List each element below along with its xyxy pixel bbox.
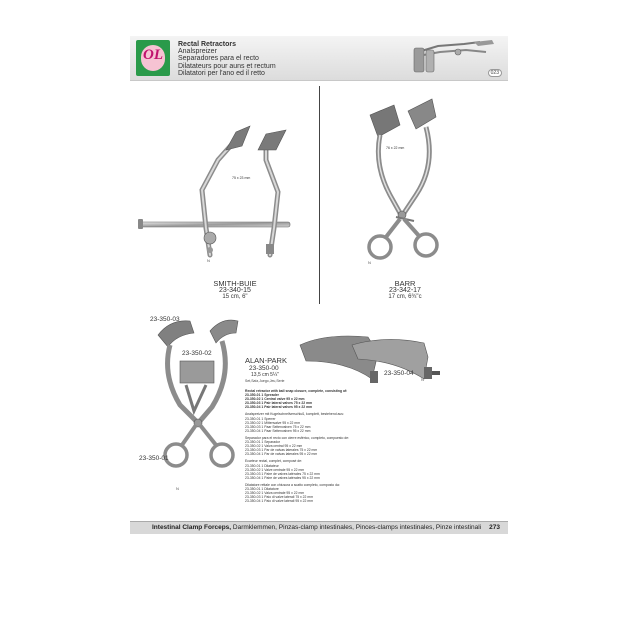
page-header [130,36,508,81]
alan-park-code: 23-350-00 [249,365,279,372]
alan-park-description [245,389,363,506]
smith-buie-retractor-image [138,120,308,270]
part-label-23-350-01: 23-350-01 [139,455,169,462]
smith-buie-code: 23-340-15 [219,287,251,294]
alan-park-name: ALAN-PARK [245,356,287,365]
alan-park-heading [245,356,355,383]
alan-park-retractor-image [150,315,245,490]
barr-size: 17 cm, 6¾"c [388,294,422,300]
barr-name: BARR [394,279,416,288]
barr-dimension: 76 x 22 mm [386,146,405,150]
alan-park-valves-mark: N [421,377,424,382]
barr-mark: N [368,260,371,265]
footer-category-text [152,524,481,531]
category-title-es: Separadores para el recto [178,55,259,63]
smith-buie-mark: N [207,258,210,263]
header-retractor-thumbnail [408,38,498,78]
description-block-it: Dilatatore rettale con chiusura a scatto completo, composto da: 23-350-01 1 Dilatatore 23-350-02 1 Valva centrale 95 x 22 mm 23-350-03 1 Paio di valve laterali 75 x 22 mm 23-350-04 1 Paio di valve laterali 95 x 22 mm [245,482,340,504]
section-page-ref: 023 [488,69,502,77]
category-title-it: Dilatatori per l'ano ed il retto [178,69,265,77]
footer-category-rest: Darmklemmen, Pinzas-clamp intestinales, Pinces-clamps intestinales, Pinze intestinali [231,524,482,531]
category-title-de: Analspreizer [178,48,217,56]
description-block-en: Rectal retractor with ball snap closure, complete, consisting of: 23-350-01 1 Spreader 23-350-02 1 Central valve 95 x 22 mm 23-350-03 1 Pair lateral valves 75 x 22 mm 23-350-04 1 Pair lateral valves 95 x 22 mm [245,389,348,410]
category-title-fr: Dilatateurs pour auns et rectum [178,62,276,70]
description-block-es: Separador para el recto con cierre esférico, completo, compuesto de: 23-350-01 1 Separador 23-350-02 1 Valva central 95 x 22 mm 23-350-03 1 Par de valvas laterales 75 x 22 mm 23-350-04 1 Par de valvas laterales 95 x 22 mm [245,435,350,457]
page-footer [130,521,508,534]
part-label-23-350-03: 23-350-03 [150,316,180,323]
part-label-23-350-02: 23-350-02 [182,350,212,357]
part-label-23-350-04: 23-350-04 [384,370,414,377]
barr-code: 23-342-17 [389,287,421,294]
barr-caption [360,280,450,301]
category-titles [178,41,276,77]
alan-park-size: 13,5 cm 5¼" [251,372,279,378]
smith-buie-caption [190,280,280,301]
footer-category-bold: Intestinal Clamp Forceps, [152,524,232,531]
smith-buie-dimension: 75 x 23 mm [232,176,251,180]
alan-park-set-label: Set,Satz,Juego,Jeu,Serie [245,379,285,383]
barr-retractor-image [360,95,450,265]
smith-buie-size: 15 cm, 6" [222,294,248,300]
description-block-de: Analspreizer mit Kugelschnellverschluß, komplett, bestehend aus: 23-350-01 1 Sperrer 23-350-02 1 Mittenvalve 95 x 22 mm 23-350-03 1 Paar Seitenvalven 75 x 22 mm 23-350-04 1 Paar Seitenvalven 95 x 22 mm [245,412,344,433]
brand-logo [136,40,170,76]
category-title-en: Rectal Retractors [178,41,236,48]
column-divider [319,86,320,304]
alan-park-mark: N [176,486,179,491]
logo-monogram: OL [143,47,163,63]
description-block-fr: Ecarteur rectal, complet, composé de: 23-350-01 1 Dilatateur 23-350-02 1 Valve centrale 95 x 22 mm 23-350-03 1 Paire de valves latérales 75 x 22 mm 23-350-04 1 Paire de valves latérales 95 x 22 mm [245,459,320,480]
smith-buie-name: SMITH-BUIE [213,279,257,288]
page-number: 273 [489,524,500,531]
